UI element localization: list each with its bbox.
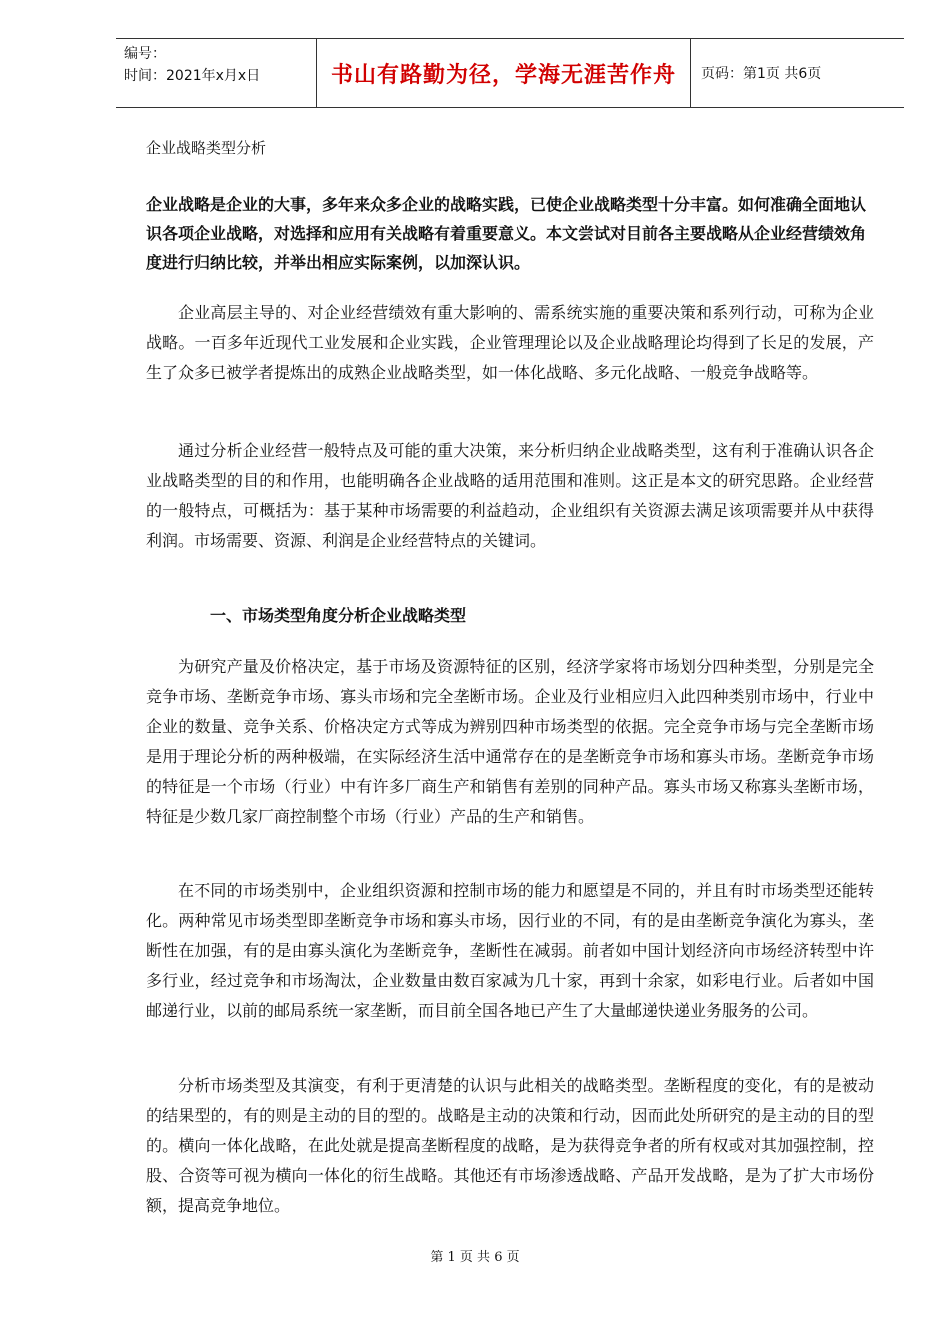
- body-paragraph-1: 企业高层主导的、对企业经营绩效有重大影响的、需系统实施的重要决策和系列行动，可称为企业战略。一百多年近现代工业发展和企业实践，企业管理理论以及企业战略理论均得到了长足的发展，产生了众多已被学者提炼出的成熟企业战略类型，如一体化战略、多元化战略、一般竞争战略等。: [146, 303, 874, 382]
- section-heading-1: 一、市场类型角度分析企业战略类型: [210, 606, 467, 625]
- document-title: 企业战略类型分析: [146, 139, 267, 157]
- page-label: 页码：第1页 共6页: [701, 66, 822, 82]
- body-paragraph-3: 为研究产量及价格决定，基于市场及资源特征的区别，经济学家将市场划分四种类型，分别是完全竞争市场、垄断竞争市场、寡头市场和完全垄断市场。企业及行业相应归入此四种类别市场中，行业中企业的数量、竞争关系、价格决定方式等成为辨别四种市场类型的依据。完全竞争市场与完全垄断市场是用于理论分析的两种极端，在实际经济生活中通常存在的是垄断竞争市场和寡头市场。垄断竞争市场的特征是一个市场（行业）中有许多厂商生产和销售有差别的同种产品。寡头市场又称寡头垄断市场，特征是少数几家厂商控制整个市场（行业）产品的生产和销售。: [146, 657, 874, 826]
- motto-text: 书山有路勤为径，学海无涯苦作舟: [330, 62, 676, 88]
- body-paragraph-5: 分析市场类型及其演变，有利于更清楚的认识与此相关的战略类型。垄断程度的变化，有的是被动的结果型的，有的则是主动的目的型的。战略是主动的决策和行动，因而此处所研究的是主动的目的型的。横向一体化战略，在此处就是提高垄断程度的战略，是为获得竞争者的所有权或对其加强控制，控股、合资等可视为横向一体化的衍生战略。其他还有市场渗透战略、产品开发战略，是为了扩大市场份额，提高竞争地位。: [146, 1076, 874, 1215]
- header-table: [116, 38, 904, 108]
- body-paragraph-2: 通过分析企业经营一般特点及可能的重大决策，来分析归纳企业战略类型，这有利于准确认识各企业战略类型的目的和作用，也能明确各企业战略的适用范围和准则。这正是本文的研究思路。企业经营的一般特点，可概括为：基于某种市场需要的利益趋动，企业组织有关资源去满足该项需要并从中获得利润。市场需要、资源、利润是企业经营特点的关键词。: [146, 441, 874, 550]
- body-paragraph-4: 在不同的市场类别中，企业组织资源和控制市场的能力和愿望是不同的，并且有时市场类型还能转化。两种常见市场类型即垄断竞争市场和寡头市场，因行业的不同，有的是由垄断竞争演化为寡头，垄断性在加强，有的是由寡头演化为垄断竞争，垄断性在减弱。前者如中国计划经济向市场经济转型中许多行业，经过竞争和市场淘汰，企业数量由数百家减为几十家，再到十余家，如彩电行业。后者如中国邮递行业，以前的邮局系统一家垄断，而目前全国各地已产生了大量邮递快递业务服务的公司。: [146, 881, 874, 1020]
- header-page-cell: [691, 39, 904, 107]
- date-label: 时间：2021年x月x日: [124, 68, 261, 84]
- header-motto-cell: [316, 39, 691, 107]
- header-info-cell: [116, 39, 316, 107]
- number-label: 编号：: [124, 46, 166, 62]
- abstract-paragraph: 企业战略是企业的大事，多年来众多企业的战略实践，已使企业战略类型十分丰富。如何准确全面地认识各项企业战略，对选择和应用有关战略有着重要意义。本文尝试对目前各主要战略从企业经营绩效角度进行归纳比较，并举出相应实际案例，以加深认识。: [146, 195, 867, 272]
- page-footer: 第 1 页 共 6 页: [430, 1250, 520, 1265]
